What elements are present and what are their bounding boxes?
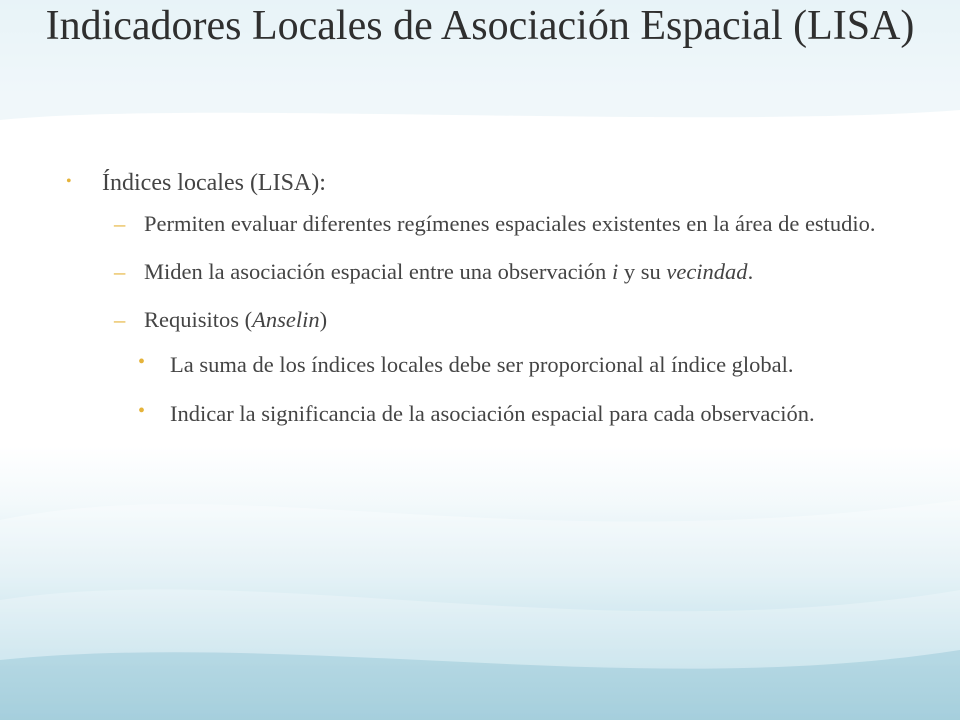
bullet-level1-indices-locales: [62, 168, 882, 198]
bullet-icon: •: [138, 351, 146, 373]
bullet-text-part: y su: [618, 259, 667, 284]
slide-title: Indicadores Locales de Asociación Espacial (LISA): [45, 3, 915, 49]
bullet-text-part: Miden la asociación espacial entre una observación: [144, 259, 612, 284]
dash-icon: –: [114, 259, 126, 284]
bullet-text: Indicar la significancia de la asociación espacial para cada observación.: [170, 401, 815, 426]
bullet-level2-permiten: [62, 208, 882, 239]
bullet-text: La suma de los índices locales debe ser proporcional al índice global.: [170, 352, 794, 377]
italic-term-vecindad: vecindad: [666, 259, 748, 284]
bullet-text: Permiten evaluar diferentes regímenes espaciales existentes en la área de estudio.: [144, 211, 876, 236]
bullet-level2-miden: [62, 256, 882, 287]
bullet-text-part: Requisitos (: [144, 307, 253, 332]
italic-term-i: i: [611, 259, 619, 284]
italic-term-anselin: Anselin: [252, 307, 320, 332]
slide-content: [62, 168, 882, 447]
bullet-text: Índices locales (LISA):: [102, 170, 326, 196]
dash-icon: –: [114, 211, 126, 236]
bullet-text-part: .: [747, 259, 754, 284]
bullet-icon: •: [66, 173, 72, 190]
bullet-level2-requisitos: [62, 304, 882, 335]
dash-icon: –: [114, 307, 126, 332]
bullet-level3-indicar: [62, 398, 882, 429]
bullet-text-part: ): [319, 307, 328, 332]
bullet-icon: •: [138, 400, 146, 422]
bullet-level3-suma: [62, 349, 882, 380]
